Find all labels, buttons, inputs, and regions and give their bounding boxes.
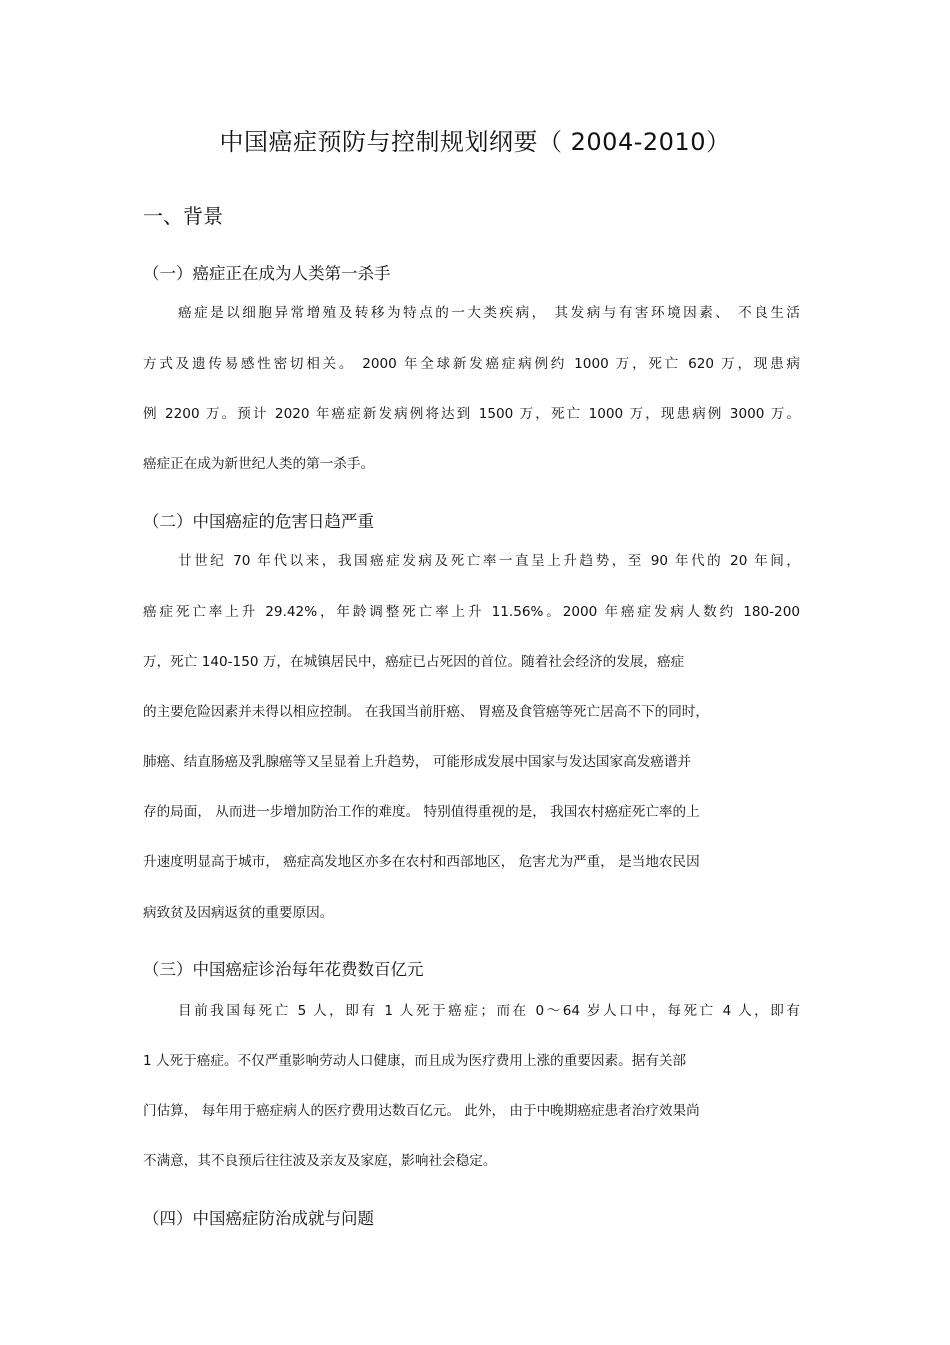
paragraph-line: 癌症正在成为新世纪人类的第一杀手。: [143, 456, 375, 472]
paragraph-line: 1 人死于癌症。不仅严重影响劳动人口健康，而且成为医疗费用上涨的重要因素。据有关部: [143, 1053, 687, 1069]
paragraph-line: 不满意，其不良预后往往波及亲友及家庭，影响社会稳定。: [143, 1153, 497, 1169]
paragraph-line: 例 2200 万。预计 2020 年癌症新发病例将达到 1500 万，死亡 1000 万，现患病例 3000 万。: [143, 406, 800, 422]
subsection-heading-3: （三）中国癌症诊治每年花费数百亿元: [143, 960, 424, 979]
paragraph-line: 门估算， 每年用于癌症病人的医疗费用达数百亿元。 此外， 由于中晚期癌症患者治疗效果尚: [143, 1103, 700, 1119]
subsection-heading-2: （二）中国癌症的危害日趋严重: [143, 512, 374, 531]
paragraph-line: 万，死亡 140-150 万，在城镇居民中，癌症已占死因的首位。随着社会经济的发展，癌症: [143, 654, 685, 670]
paragraph-line: 目前我国每死亡 5 人，即有 1 人死于癌症；而在 0～64 岁人口中，每死亡 4 人，即有: [178, 1003, 800, 1019]
document-title: 中国癌症预防与控制规划纲要（ 2004-2010）: [219, 128, 731, 156]
subsection-heading-4: （四）中国癌症防治成就与问题: [143, 1209, 374, 1228]
subsection-heading-1: （一）癌症正在成为人类第一杀手: [143, 264, 391, 283]
paragraph-line: 癌症是以细胞异常增殖及转移为特点的一大类疾病， 其发病与有害环境因素、 不良生活: [178, 305, 800, 321]
section-heading-background: 一、背景: [143, 204, 223, 228]
paragraph-line: 的主要危险因素并未得以相应控制。 在我国当前肝癌、 胃癌及食管癌等死亡居高不下的同时，: [143, 704, 709, 720]
paragraph-line: 存的局面， 从而进一步增加防治工作的难度。 特别值得重视的是， 我国农村癌症死亡率的上: [143, 804, 700, 820]
paragraph-line: 肺癌、结直肠癌及乳腺癌等又呈显着上升趋势， 可能形成发展中国家与发达国家高发癌谱并: [143, 754, 692, 770]
paragraph-line: 病致贫及因病返贫的重要原因。: [143, 905, 334, 921]
paragraph-line: 癌症死亡率上升 29.42%，年龄调整死亡率上升 11.56%。2000 年癌症发病人数约 180-200: [143, 604, 800, 620]
paragraph-line: 廿世纪 70 年代以来，我国癌症发病及死亡率一直呈上升趋势，至 90 年代的 20 年间，: [178, 553, 800, 569]
paragraph-line: 方式及遗传易感性密切相关。 2000 年全球新发癌症病例约 1000 万，死亡 620 万，现患病: [143, 356, 800, 372]
paragraph-line: 升速度明显高于城市， 癌症高发地区亦多在农村和西部地区， 危害尤为严重， 是当地农民因: [143, 854, 700, 870]
